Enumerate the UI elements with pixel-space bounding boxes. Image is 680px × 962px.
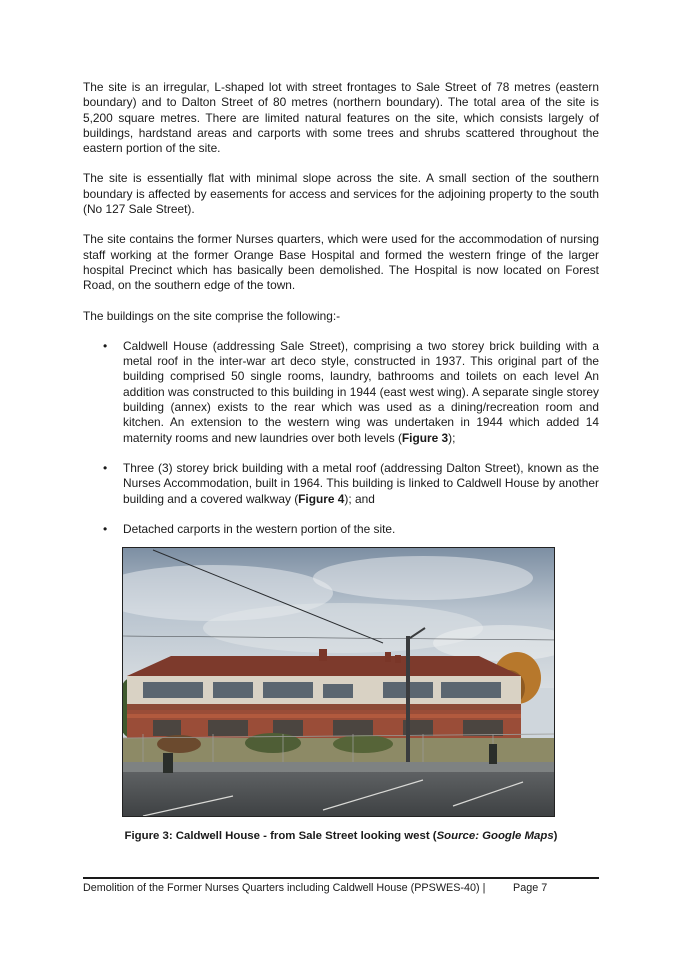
bullet-icon: • <box>103 521 108 536</box>
bullet-icon: • <box>103 460 108 475</box>
bullet-text: Detached carports in the western portion of the site. <box>123 521 396 536</box>
caption-title: Figure 3: Caldwell House - from Sale Street looking west ( <box>124 830 437 842</box>
caldwell-house-photo <box>123 548 555 817</box>
caption-source: Source: Google Maps <box>436 830 554 842</box>
buildings-list <box>83 339 599 537</box>
bullet-text-end: ); and <box>344 491 375 506</box>
figure-photo <box>122 547 555 817</box>
bullet-text: Three (3) storey brick building with a metal roof (addressing Dalton Street), known as the Nurses Accommodation, built in 1964. This building is linked to Caldwell House by another building and a covered walkway ( <box>123 460 599 506</box>
footer-document-title: Demolition of the Former Nurses Quarters including Caldwell House (PPSWES-40) | <box>83 882 486 894</box>
bullet-text-end: ); <box>448 430 456 445</box>
footer-page-number: Page 7 <box>513 882 548 894</box>
footer-divider <box>83 877 599 879</box>
page-footer <box>83 881 599 895</box>
figure-reference: Figure 3 <box>401 430 449 445</box>
caption-close: ) <box>553 830 558 842</box>
list-item-carports <box>83 522 599 537</box>
paragraph-nurses-quarters: The site contains the former Nurses quarters, which were used for the accommodation of nursing staff working at the former Orange Base Hospital and formed the western fringe of the larger hospital Precinct which has basically been demolished. The Hospital is now located on Forest Road, on the southern edge of the town. <box>83 232 599 293</box>
paragraph-site-slope: The site is essentially flat with minimal slope across the site. A small section of the southern boundary is affected by easements for access and services for the adjoining property to the south (No 127 Sale Street). <box>83 171 599 217</box>
bullet-icon: • <box>103 338 108 353</box>
body-text <box>83 80 599 552</box>
list-item-nurses-accommodation <box>83 461 599 507</box>
figure-reference: Figure 4 <box>298 491 345 506</box>
list-item-caldwell-house <box>83 339 599 446</box>
paragraph-site-description: The site is an irregular, L-shaped lot with street frontages to Sale Street of 78 metres (eastern boundary) and to Dalton Street of 80 metres (northern boundary). The total area of the site is 5,200 square metres. There are limited natural features on the site, which consists largely of buildings, hardstand areas and carports with some trees and shrubs scattered throughout the eastern portion of the site. <box>83 80 599 156</box>
figure-caption <box>83 829 599 843</box>
paragraph-buildings-intro: The buildings on the site comprise the following:- <box>83 308 341 323</box>
bullet-text: Caldwell House (addressing Sale Street), comprising a two storey brick building with a metal roof in the inter-war art deco style, constructed in 1937. This original part of the building comprised 50 single rooms, laundry, bathrooms and toilets on each level An addition was constructed to this building in 1944 (east west wing). A separate single storey building (annex) exists to the rear which was used as a dining/recreation room and kitchen. An extension to the western wing was undertaken in 1944 which added 14 maternity rooms and new laundries over both levels ( <box>123 338 599 445</box>
